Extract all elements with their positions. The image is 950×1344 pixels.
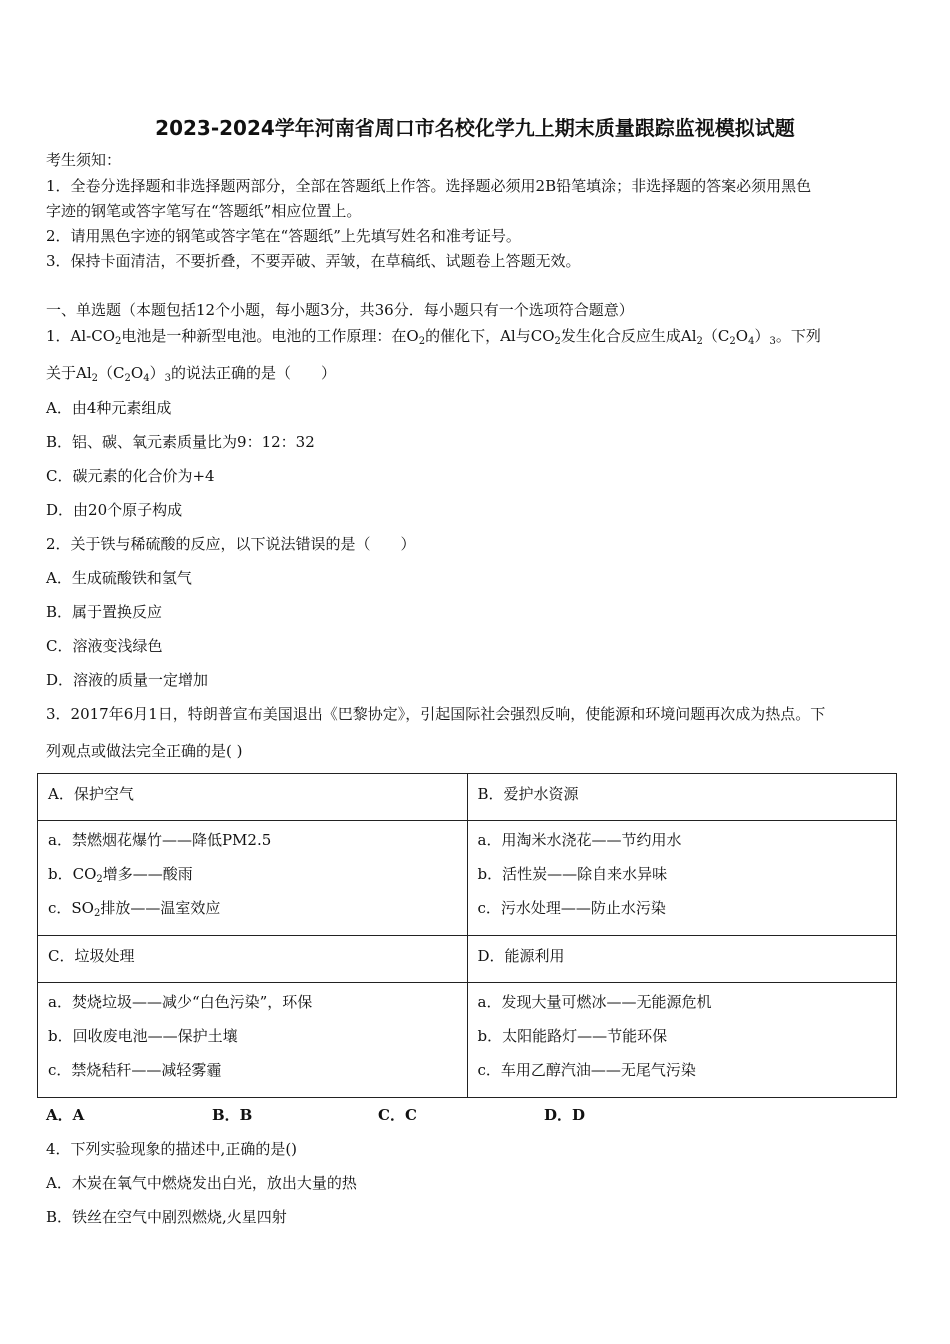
table-c-item-c: c．禁烧秸秆——减轻雾霾 (48, 1061, 222, 1079)
q1-option-a: A．由4种元素组成 (46, 399, 172, 417)
q1-option-c: C．碳元素的化合价为+4 (46, 467, 215, 485)
table-a-item-a: a．禁燃烟花爆竹——降低PM2.5 (48, 831, 272, 849)
table-cell-d-body (467, 983, 897, 1098)
q2-option-a: A．生成硫酸铁和氢气 (46, 569, 192, 587)
q3-choice-c: C．C (378, 1106, 417, 1124)
table-c-item-a: a．焚烧垃圾——减少“白色污染”，环保 (48, 993, 313, 1011)
table-cell-b-body (467, 821, 897, 936)
q3-options-table (37, 773, 897, 1098)
table-cell-c-body (38, 983, 468, 1098)
table-cell-a-head: A．保护空气 (38, 774, 468, 821)
table-b-item-a: a．用淘米水浇花——节约用水 (477, 831, 682, 849)
table-cell-c-head: C．垃圾处理 (38, 936, 468, 983)
q3-choice-b: B．B (212, 1106, 253, 1124)
q3-stem-line1: 3．2017年6月1日，特朗普宣布美国退出《巴黎协定》，引起国际社会强烈反响，使能源和环境问题再次成为热点。下 (46, 705, 826, 723)
q4-stem: 4．下列实验现象的描述中,正确的是() (46, 1140, 298, 1158)
q2-option-d: D．溶液的质量一定增加 (46, 671, 209, 689)
table-cell-b-head: B．爱护水资源 (467, 774, 897, 821)
notice-item-3: 3．保持卡面清洁，不要折叠，不要弄破、弄皱，在草稿纸、试题卷上答题无效。 (46, 252, 581, 270)
notice-item-1: 1．全卷分选择题和非选择题两部分，全部在答题纸上作答。选择题必须用2B铅笔填涂；非选择题的答案必须用黑色 (46, 177, 812, 195)
q3-choice-d: D．D (544, 1106, 586, 1124)
table-b-item-c: c．污水处理——防止水污染 (477, 899, 666, 917)
q1-option-b: B．铝、碳、氧元素质量比为9：12：32 (46, 433, 315, 451)
q4-option-a: A．木炭在氧气中燃烧发出白光，放出大量的热 (46, 1174, 357, 1192)
notice-item-2: 2．请用黑色字迹的钢笔或答字笔在“答题纸”上先填写姓名和准考证号。 (46, 227, 521, 245)
table-b-item-b: b．活性炭——除自来水异味 (477, 865, 668, 883)
table-c-item-b: b．回收废电池——保护土壤 (48, 1027, 238, 1045)
page-title: 2023-2024学年河南省周口市名校化学九上期末质量跟踪监视模拟试题 (155, 116, 795, 140)
table-a-item-b: b．$CO_2$增多——酸雨 (48, 865, 193, 885)
q3-stem-line2: 列观点或做法完全正确的是( ) (46, 742, 243, 760)
table-d-item-c: c．车用乙醇汽油——无尾气污染 (477, 1061, 696, 1079)
table-d-item-a: a．发现大量可燃冰——无能源危机 (477, 993, 712, 1011)
q3-choice-a: A．A (46, 1106, 85, 1124)
section-heading: 一、单选题（本题包括12个小题，每小题3分，共36分．每小题只有一个选项符合题意） (46, 301, 634, 319)
table-cell-a-body (38, 821, 468, 936)
q1-stem-line2: 关于$Al_2(C_2O_4)_3$的说法正确的是（ ） (46, 364, 336, 384)
table-cell-d-head: D．能源利用 (467, 936, 897, 983)
q2-option-b: B．属于置换反应 (46, 603, 163, 621)
table-d-item-b: b．太阳能路灯——节能环保 (477, 1027, 668, 1045)
q2-option-c: C．溶液变浅绿色 (46, 637, 163, 655)
notice-heading: 考生须知： (46, 151, 122, 169)
q1-option-d: D．由20个原子构成 (46, 501, 183, 519)
table-a-item-c: c．$SO_2$排放——温室效应 (48, 899, 221, 919)
q1-stem-line1: 1．$Al-CO_2$电池是一种新型电池。电池的工作原理：在$O_2$的催化下，Al与$CO_2$发生化合反应生成$Al_2(C_2O_4)_3$。下列 (46, 327, 821, 347)
q4-option-b: B．铁丝在空气中剧烈燃烧,火星四射 (46, 1208, 287, 1226)
notice-item-1-cont: 字迹的钢笔或答字笔写在“答题纸”相应位置上。 (46, 202, 362, 220)
q2-stem: 2．关于铁与稀硫酸的反应，以下说法错误的是（ ） (46, 535, 416, 553)
q3-choices (46, 1104, 710, 1125)
